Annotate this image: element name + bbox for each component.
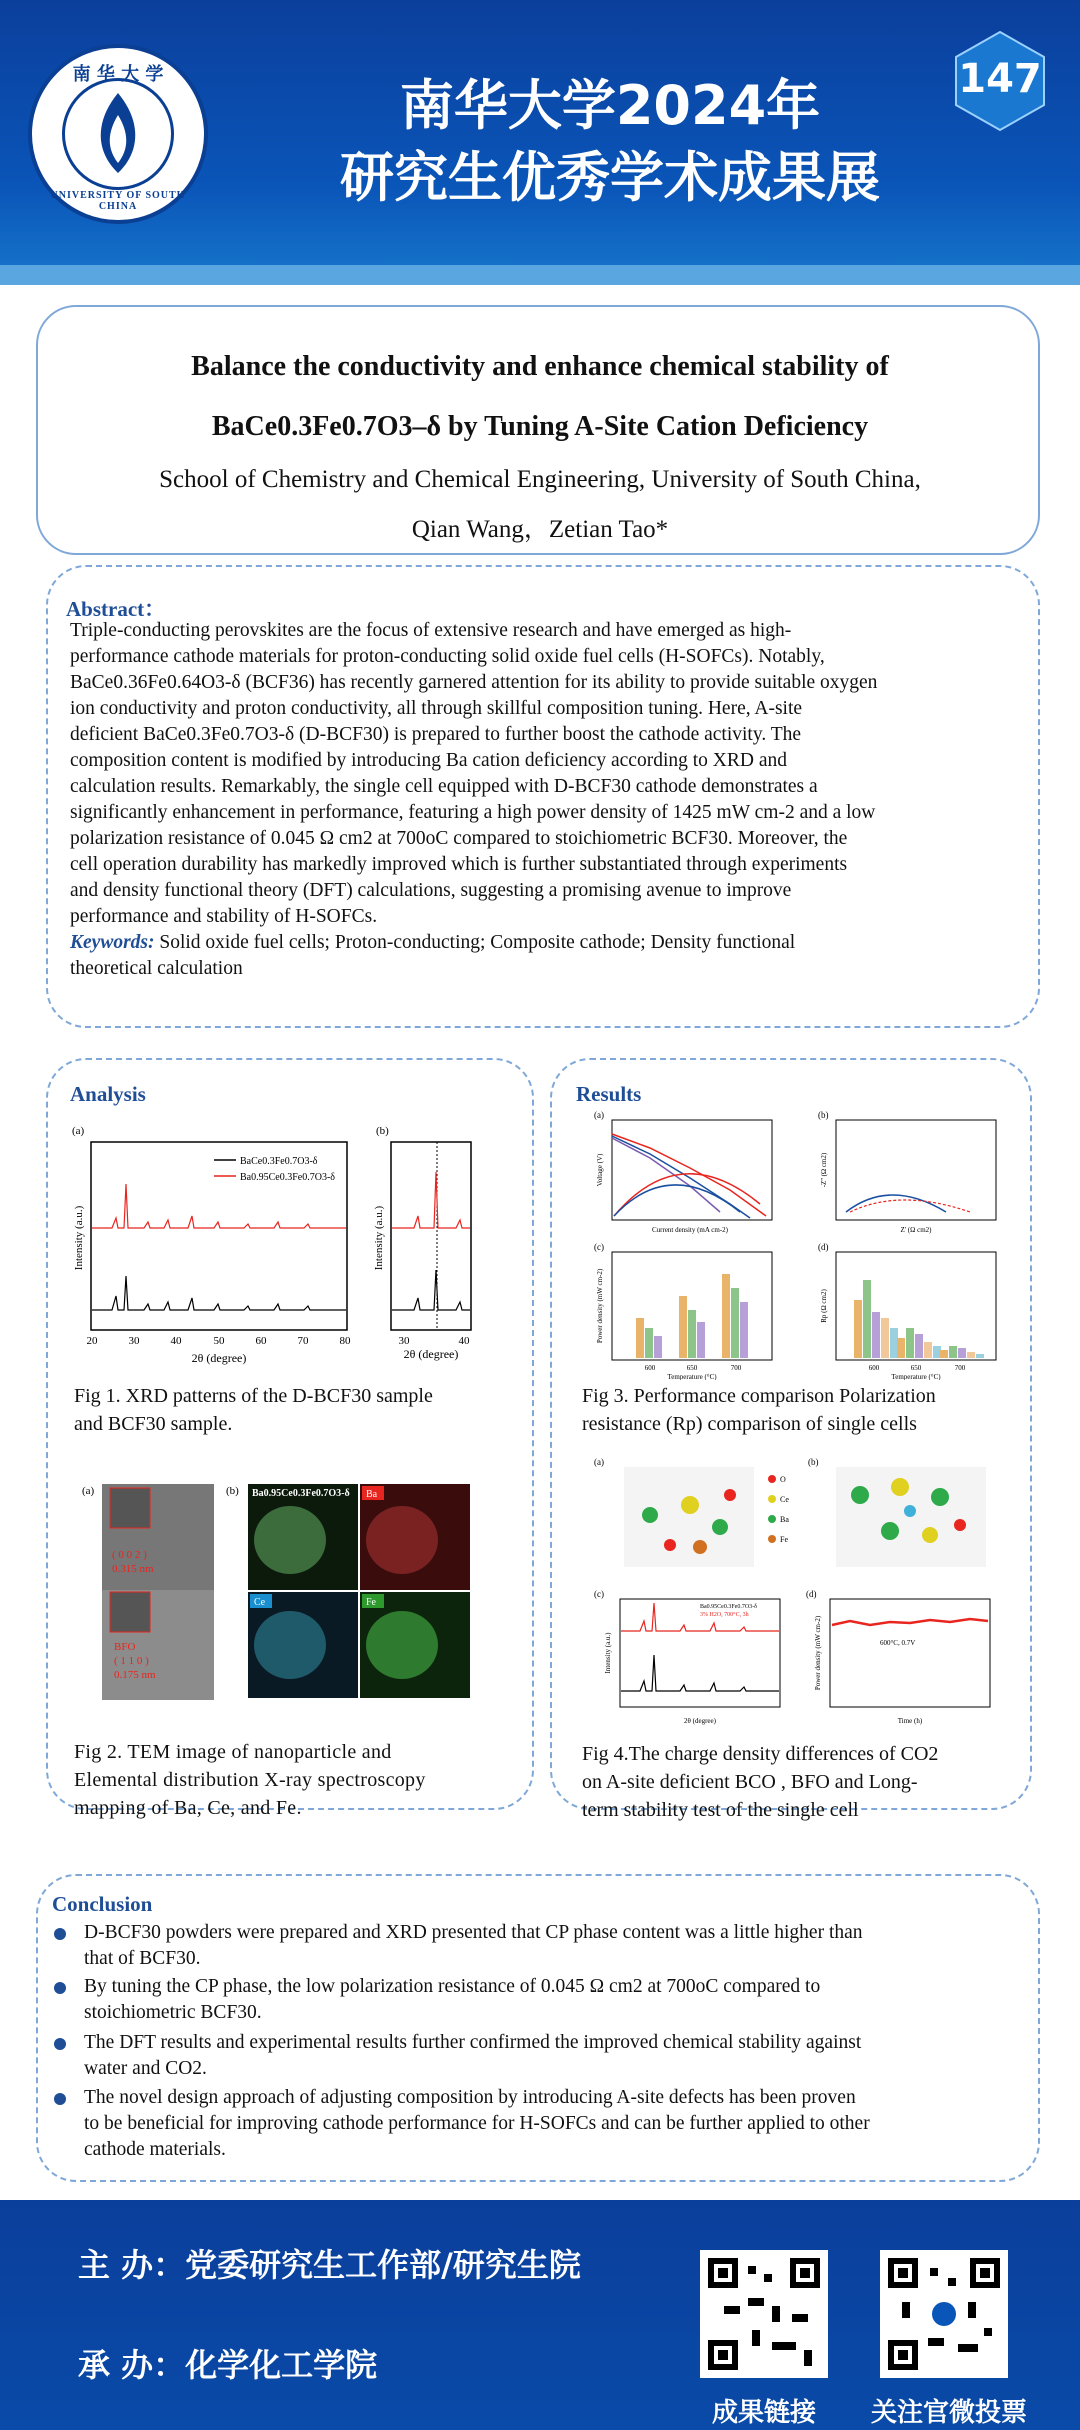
bar: [854, 1300, 862, 1358]
bar: [697, 1322, 705, 1358]
flame-icon: [65, 81, 171, 187]
conclusion-item: D-BCF30 powders were prepared and XRD presented that CP phase content was a little higher than that of BCF30.: [52, 1920, 1042, 1972]
element-label: Ba: [366, 1489, 378, 1500]
fig2-caption: [74, 1738, 504, 1822]
tem-label: BFO: [114, 1641, 136, 1653]
caption-line: Fig 4.The charge density differences of CO2: [582, 1743, 939, 1765]
xrd-axes-a: [91, 1142, 347, 1330]
logo-bottom-text: UNIVERSITY OF SOUTH CHINA: [50, 190, 186, 212]
paper-title-line2: BaCe0.3Fe0.7O3–δ by Tuning A-Site Cation Deficiency: [211, 411, 869, 442]
poster-number: 147: [958, 56, 1042, 102]
keywords-label: Keywords:: [70, 932, 155, 953]
bar: [722, 1274, 730, 1358]
bar: [897, 1338, 905, 1358]
tick-label: 650: [686, 1364, 698, 1372]
y-axis-label: Power density (mW cm-2): [814, 1615, 822, 1691]
bar: [958, 1348, 966, 1358]
poster-header: [0, 0, 1080, 265]
host-text: 主 办：党委研究生工作部/研究生院: [78, 2246, 581, 2284]
panel-label: (b): [818, 1110, 829, 1120]
x-axis-label: Time (h): [897, 1717, 923, 1725]
keywords-text: Solid oxide fuel cells; Proton-conducting; Composite cathode; Density functional: [154, 932, 796, 953]
y-axis-label: Voltage (V): [596, 1153, 604, 1187]
abstract-line: deficient BaCe0.3Fe0.7O3-δ (D-BCF30) is prepared to further boost the cathode activity. The: [70, 724, 802, 745]
legend-label: Fe: [780, 1535, 788, 1544]
eis-arc: [846, 1195, 946, 1212]
qr1-label: 成果链接: [711, 2398, 816, 2428]
poster-number-badge: [952, 30, 1048, 132]
wechat-vote-qr[interactable]: [880, 2250, 1008, 2378]
conclusion-item: By tuning the CP phase, the low polarization resistance of 0.045 Ω cm2 at 700oC compared to stoichiometric BCF30.: [52, 1974, 1042, 2026]
bar: [872, 1312, 880, 1358]
y-axis-label: Rp (Ω cm2): [820, 1289, 828, 1323]
abstract-line: ion conductivity and proton conductivity, all through skillful composition tuning. Here, A-site: [70, 698, 803, 719]
abstract-line: polarization resistance of 0.045 Ω cm2 at 700oC compared to stoichiometric BCF30. Moreover, the: [70, 828, 848, 849]
abstract-line: calculation results. Remarkably, the single cell equipped with D-BCF30 cathode demonstrates a: [70, 776, 818, 797]
charge-density-bfo: [836, 1467, 986, 1567]
x-axis-label: Temperature (°C): [667, 1373, 717, 1380]
abstract-line: performance and stability of H-SOFCs.: [70, 906, 378, 927]
panel-label: (a): [82, 1485, 95, 1497]
header-band: [0, 265, 1080, 285]
y-axis-label: -Z'' (Ω cm2): [820, 1152, 828, 1188]
exhibition-title: [300, 70, 920, 214]
test-condition: 600°C, 0.7V: [880, 1639, 916, 1647]
tick-label: 30: [398, 1335, 410, 1347]
bar: [915, 1334, 923, 1358]
legend-label: 3% H2O, 700°C, 3h: [700, 1612, 749, 1618]
qr-code-icon: [708, 2258, 820, 2370]
power-density-bars: [636, 1274, 748, 1358]
bar: [940, 1350, 948, 1358]
x-axis-label: 2θ (degree): [403, 1347, 459, 1361]
bar: [863, 1280, 871, 1358]
tick-label: 40: [458, 1335, 470, 1347]
legend-label: Ba0.95Ce0.3Fe0.7O3-δ: [240, 1172, 335, 1183]
authors: Qian Wang，Zetian Tao*: [411, 516, 669, 543]
bar: [731, 1288, 739, 1358]
tick-label: 60: [255, 1335, 267, 1347]
fig1-caption: [74, 1382, 433, 1438]
conclusion-heading: Conclusion: [52, 1892, 153, 1916]
tem-label: ( 0 0 2 ): [112, 1549, 147, 1561]
fig4-caption: [582, 1740, 938, 1824]
conclusion-item: The DFT results and experimental results further confirmed the improved chemical stability against water and CO2.: [52, 2030, 1042, 2082]
legend-label: Ba0.95Ce0.3Fe0.7O3-δ: [700, 1604, 757, 1610]
eis-arc: [850, 1200, 970, 1212]
caption-line: Elemental distribution X-ray spectroscopy: [74, 1769, 426, 1791]
bar: [654, 1336, 662, 1358]
conclusion-item: The novel design approach of adjusting composition by introducing A-site defects has been proven to be beneficial for improving cathode performance for H-SOFCs and can be further applied to other cathode materials.: [52, 2085, 1042, 2163]
bar: [636, 1318, 644, 1358]
panel-label: (d): [806, 1589, 817, 1599]
panel-label: (b): [376, 1125, 389, 1137]
bar: [949, 1346, 957, 1358]
performance-figure: [590, 1108, 1010, 1380]
tem-inset: [110, 1488, 150, 1528]
xrd-zoom-bcf30: [392, 1270, 470, 1310]
keywords-line: [70, 930, 1010, 956]
organizer-text: 承 办：化学化工学院: [78, 2346, 378, 2384]
poster-footer: [0, 2200, 1080, 2430]
tick-label: 50: [213, 1335, 225, 1347]
abstract-text: [70, 618, 1010, 982]
abstract-line: BaCe0.36Fe0.64O3-δ (BCF36) has recently garnered attention for its ability to provide suitable oxygen: [70, 672, 878, 693]
panel-label: (b): [808, 1457, 819, 1467]
legend-label: BaCe0.3Fe0.7O3-δ: [240, 1156, 318, 1167]
legend-label: Ce: [780, 1495, 789, 1504]
panel-label: (a): [594, 1110, 604, 1120]
tick-label: 20: [86, 1335, 98, 1347]
bar: [688, 1310, 696, 1358]
panel-label: (c): [594, 1589, 604, 1599]
abstract-line: composition content is modified by introducing Ba cation deficiency according to XRD and: [70, 750, 787, 771]
bar: [933, 1346, 941, 1358]
tem-label: ( 1 1 0 ): [114, 1655, 149, 1667]
affiliation: School of Chemistry and Chemical Engineering, University of South China,: [159, 466, 921, 493]
iv-axes: [612, 1120, 772, 1220]
tick-label: 650: [910, 1364, 922, 1372]
y-axis-label: Power density (mW cm-2): [596, 1268, 604, 1344]
bar: [881, 1318, 889, 1358]
xrd-figure: [64, 1118, 514, 1368]
abstract-line: performance cathode materials for proton-conducting solid oxide fuel cells (H-SOFCs). Notably,: [70, 646, 825, 667]
abstract-heading: Abstract：: [66, 597, 166, 621]
caption-line: resistance (Rp) comparison of single cells: [582, 1413, 917, 1435]
caption-line: term stability test of the single cell: [582, 1799, 859, 1821]
analysis-heading: Analysis: [70, 1082, 146, 1106]
element-label: Fe: [366, 1597, 376, 1608]
x-axis-label: Z' (Ω cm2): [900, 1226, 932, 1234]
tick-label: 70: [297, 1335, 309, 1347]
legend-label: Ba: [780, 1515, 789, 1524]
keywords-text-cont: theoretical calculation: [70, 958, 243, 979]
x-axis-label: Temperature (°C): [891, 1373, 941, 1380]
bar: [976, 1354, 984, 1358]
x-axis-label: Current density (mA cm-2): [651, 1226, 729, 1234]
stability-curve: [832, 1619, 988, 1625]
qr2-label: 关注官微投票: [870, 2398, 1027, 2428]
results-heading: Results: [576, 1082, 642, 1106]
exhibition-title-line2: 研究生优秀学术成果展: [340, 146, 880, 209]
eds-map-title: Ba0.95Ce0.3Fe0.7O3-δ: [252, 1488, 350, 1499]
xrd-series-bcf30: [92, 1276, 346, 1310]
caption-line: and BCF30 sample.: [74, 1413, 233, 1435]
bar: [967, 1352, 975, 1358]
xrd-axes-b: [391, 1142, 471, 1330]
fig3-caption: [582, 1382, 936, 1438]
paper-title-box: [36, 305, 1040, 555]
tem-label: 0.315 nm: [112, 1563, 154, 1575]
bar: [924, 1342, 932, 1358]
xrd-series-dbcf30: [92, 1184, 346, 1228]
panel-label: (b): [226, 1485, 239, 1497]
tick-label: 600: [868, 1364, 880, 1372]
x-axis-label: 2θ (degree): [191, 1351, 247, 1365]
paper-title-line1: Balance the conductivity and enhance chemical stability of: [191, 351, 889, 382]
stability-axes: [830, 1599, 990, 1707]
tick-label: 40: [170, 1335, 182, 1347]
y-axis-label: Intensity (a.u.): [373, 1205, 385, 1271]
bar: [740, 1302, 748, 1358]
pd-curve: [614, 1185, 740, 1216]
abstract-line: cell operation durability has markedly improved which is further substantiated through experiments: [70, 854, 848, 875]
rp-bars: [854, 1280, 984, 1358]
abstract-line: significantly enhancement in performance, featuring a high power density of 1425 mW cm-2 and a low: [70, 802, 876, 823]
caption-line: Fig 3. Performance comparison Polarization: [582, 1385, 936, 1407]
tem-figure: [80, 1480, 480, 1700]
tick-label: 700: [730, 1364, 742, 1372]
panel-label: (a): [594, 1457, 604, 1467]
xrd-zoom-dbcf30: [392, 1172, 470, 1228]
caption-line: Fig 1. XRD patterns of the D-BCF30 sample: [74, 1385, 433, 1407]
element-label: Ce: [254, 1597, 266, 1608]
panel-label: (d): [818, 1242, 829, 1252]
bar: [906, 1328, 914, 1358]
result-link-qr[interactable]: [700, 2250, 828, 2378]
panel-label: (a): [72, 1125, 85, 1137]
tick-label: 700: [954, 1364, 966, 1372]
qr-code-icon: [888, 2258, 1000, 2370]
x-axis-label: 2θ (degree): [684, 1717, 716, 1725]
legend-label: O: [780, 1475, 786, 1484]
caption-line: Fig 2. TEM image of nanoparticle and: [74, 1741, 392, 1763]
logo-top-text: 南 华 大 学: [72, 64, 164, 85]
y-axis-label: Intensity (a.u.): [73, 1205, 85, 1271]
tem-inset: [110, 1592, 150, 1632]
abstract-line: Triple-conducting perovskites are the focus of extensive research and have emerged as high-: [70, 620, 792, 641]
tick-label: 30: [128, 1335, 140, 1347]
abstract-line: and density functional theory (DFT) calculations, suggesting a promising avenue to improve: [70, 880, 792, 901]
xrd-x-ticks-a: [87, 1335, 352, 1347]
exhibition-title-line1: 南华大学2024年: [399, 74, 821, 137]
xrd-fresh: [621, 1655, 779, 1691]
eis-axes: [836, 1120, 996, 1220]
university-logo: [28, 44, 208, 224]
bar: [679, 1296, 687, 1358]
atom-legend: [768, 1475, 789, 1544]
tem-label: 0.175 nm: [114, 1669, 156, 1681]
y-axis-label: Intensity (a.u.): [604, 1632, 612, 1674]
panel-label: (c): [594, 1242, 604, 1252]
dft-stability-figure: [590, 1455, 1010, 1727]
caption-line: mapping of Ba, Ce, and Fe.: [74, 1797, 302, 1819]
bar: [645, 1328, 653, 1358]
tick-label: 80: [339, 1335, 351, 1347]
caption-line: on A-site deficient BCO , BFO and Long-: [582, 1771, 918, 1793]
tick-label: 600: [644, 1364, 656, 1372]
bar: [890, 1328, 898, 1358]
